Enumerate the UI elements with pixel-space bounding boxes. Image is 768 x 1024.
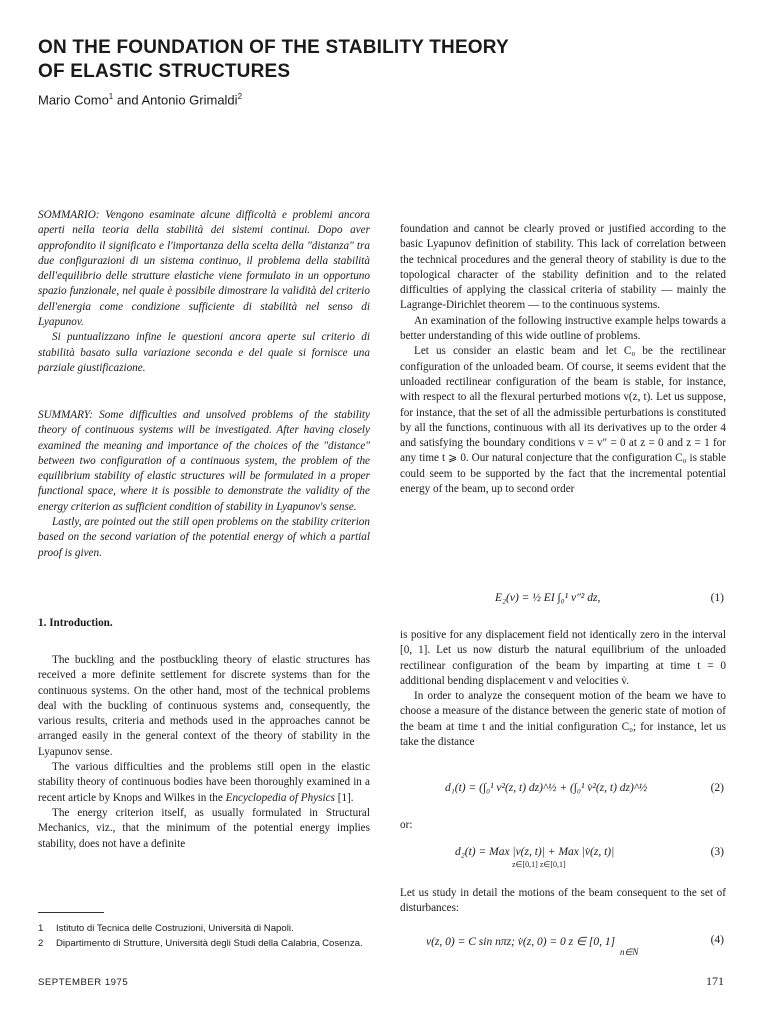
footnote-2 <box>38 937 370 950</box>
footnote-rule <box>38 912 104 913</box>
equation-4-number: (4) <box>710 934 724 946</box>
section-heading-introduction: 1. Introduction. <box>38 617 113 629</box>
title-line-1: ON THE FOUNDATION OF THE STABILITY THEORY <box>38 37 509 58</box>
footnote-2-text: Dipartimento di Strutture, Università degli Studi della Calabria, Cosenza. <box>56 938 363 949</box>
footnote-1-mark: 1 <box>38 923 44 934</box>
author-1-mark: 1 <box>108 92 114 101</box>
sommario-abstract <box>38 208 370 376</box>
equation-4: v(z, 0) = C sin nπz; v̇(z, 0) = 0 z ∈ [0, 1] <box>426 936 616 948</box>
author-connector: and <box>113 92 142 108</box>
summary-abstract <box>38 408 370 561</box>
title-line-2: OF ELASTIC STRUCTURES <box>38 61 291 82</box>
equation-1-number: (1) <box>710 592 724 604</box>
footnote-2-mark: 2 <box>38 938 44 949</box>
equation-3: d₂(t) = Max |v(z, t)| + Max |v̇(z, t)| <box>455 846 615 858</box>
encyclopedia-title: Encyclopedia of Physics <box>225 791 335 804</box>
right-paragraph-3: Let us consider an elastic beam and let C₀ be the rectilinear configuration of the unloaded beam. Of course, it seems evident that the unloaded rectilinear configuration of the beam is stable, for instance, with respect to all the flexural perturbed motions v(z, t). Let us suppose, for instance, that the set of all the admissible perturbations is constituted by all the functions, continuous with all its derivatives up to the order 4 and satisfying the boundary conditions v = v″ = 0 at z = 0 and z = 1 for any time t ⩾ 0. Our natural conjecture that the configuration C₀ is stable could seem to be supported by the fact that the incremental potential energy of the beam, up to second order <box>400 345 726 496</box>
issue-date: SEPTEMBER 1975 <box>38 977 129 988</box>
right-paragraph-5: In order to analyze the consequent motion of the beam we have to choose a measure of the distance between the generic state of motion of the beam at time t and the initial configuration C₀; for instance, let us take the distance <box>400 690 726 749</box>
right-column-body-middle <box>400 628 726 750</box>
summary-text: Some difficulties and unsolved problems of the stability theory of continuous systems will be investigated. After having closely examined the meaning and importance of the choices of the "distance" between two configuration of a continuous system, the problem of the equilibrium stability of elastic structures will be formulated in a proper functional space, where it is possible to demonstrate the validity of the energy criterion as sufficient condition of stability in Lyapunov's sense. <box>38 409 371 513</box>
sommario-label: SOMMARIO: <box>38 209 100 221</box>
intro-paragraph-2 <box>38 760 370 806</box>
equation-4-subscript: n∈N <box>620 947 639 957</box>
paper-title <box>38 36 738 84</box>
footnote-1-text: Istituto di Tecnica delle Costruzioni, Università di Napoli. <box>56 923 294 934</box>
right-paragraph-4: is positive for any displacement field not identically zero in the interval [0, 1]. Let us now disturb the natural equilibrium of the unloaded rectilinear configuration of the beam by imparting at time t = 0 additional bending displacement v and velocities v̇. <box>400 629 726 687</box>
intro-paragraph-2-ref: [1]. <box>334 791 354 804</box>
summary-label: SUMMARY: <box>38 409 93 421</box>
equation-3-number: (3) <box>710 846 724 858</box>
sommario-text-2: Si puntualizzano infine le questioni ancora aperte sul criterio di stabilità basato sulla variazione seconda e del quale si fornisce una parziale giustificazione. <box>38 331 370 374</box>
intro-paragraph-3: The energy criterion itself, as usually formulated in Structural Mechanics, viz., that the minimum of the potential energy implies stability, does not have a definite <box>38 806 370 850</box>
intro-paragraph-1: The buckling and the postbuckling theory of elastic structures has received a more definite settlement for discrete systems than for the continuous systems. On the other hand, most of the technical problems deal with the buckling of continuous systems and, consequently, the various results, criteria and methods used in the approaches cannot be arranged easily in the general context of the theory of stability in the Lyapunov sense. <box>38 654 370 758</box>
summary-text-2: Lastly, are pointed out the still open problems on the stability criterion based on the second variation of the potential energy of which a partial proof is given. <box>38 516 370 559</box>
right-paragraph-1: foundation and cannot be clearly proved or justified according to the basic Lyapunov definition of stability. This lack of correlation between the technical procedures and the general theory of stability is due to the topological character of the stability definition and to the related difficulties of applying the classical criteria of stability — mainly the Lagrange-Dirichlet theorem — to the continuous systems. <box>400 223 726 312</box>
right-paragraph-6: Let us study in detail the motions of the beam consequent to the set of disturbances: <box>400 887 726 915</box>
equation-2: d₁(t) = (∫₀¹ v²(z, t) dz)^½ + (∫₀¹ v̇²(z, t) dz)^½ <box>445 782 648 794</box>
equation-2-number: (2) <box>710 782 724 794</box>
footnote-1 <box>38 922 370 935</box>
author-2: Antonio Grimaldi <box>141 92 238 108</box>
equation-3-subscripts: z∈[0,1] z∈[0,1] <box>512 860 566 869</box>
intro-paragraph-2-text: The various difficulties and the problems still open in the elastic stability theory of continuous bodies have been thoroughly examined in a recent article by Knops and Wilkes in the <box>38 761 370 804</box>
equation-1: E₂(v) = ½ EI ∫₀¹ v″² dz, <box>495 592 601 604</box>
right-paragraph-2: An examination of the following instructive example helps towards a better understanding of this wide outline of problems. <box>400 314 726 343</box>
author-1: Mario Como <box>38 92 109 108</box>
author-2-mark: 2 <box>237 92 243 101</box>
or-text: or: <box>400 819 413 831</box>
introduction-body <box>38 653 370 852</box>
right-column-body-top <box>400 222 726 497</box>
page-number: 171 <box>706 974 724 988</box>
authors <box>38 92 242 107</box>
sommario-text: Vengono esaminate alcune difficoltà e problemi ancora aperti nella teoria della stabilità dei sistemi continui. Dopo aver approfondito il significato e l'importanza della scelta della "distanza" tra due configurazioni di un sistema continuo, il problema della stabilità dell'equilibrio delle strutture elastiche viene formulato in un opportuno spazio funzionale, nel quale è possibile dimostrare la validità del criterio dell'energia come condizione sufficiente di stabilità nel senso di Lyapunov. <box>38 209 371 329</box>
